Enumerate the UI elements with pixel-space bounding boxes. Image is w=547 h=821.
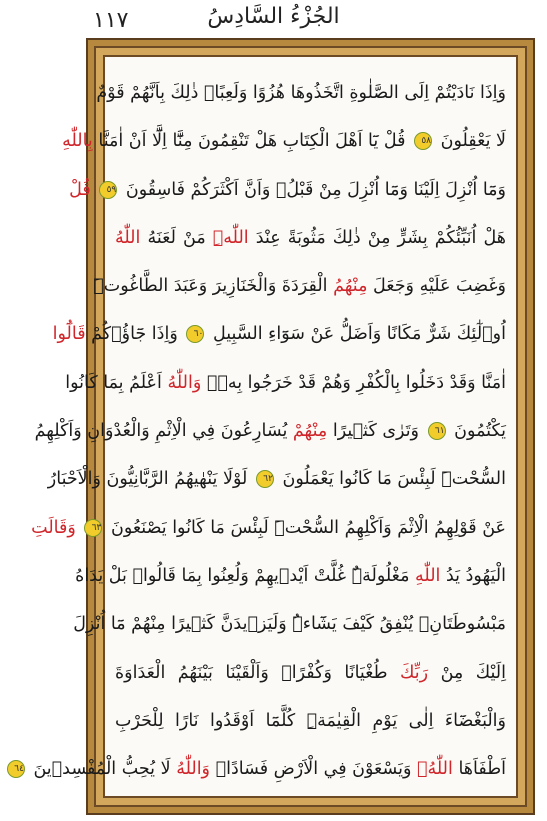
verse-line [115, 214, 506, 262]
divine-name-highlight: مِنْهُمْ [292, 421, 328, 442]
frame-ornament [14, 46, 527, 807]
divine-name-highlight: وَاللّٰهُ [176, 759, 211, 780]
verse-line [47, 455, 506, 503]
verse-text: لَوْلَا يَنْهٰيهُمُ الرَّبَّانِيُّونَ وَالْاَحْبَارُ [47, 469, 248, 490]
verse-line [73, 600, 506, 648]
verse-text: اِلَيْكَ مِنْ [440, 662, 506, 683]
divine-name-highlight: رَبِّكَ [400, 662, 429, 683]
verse-text: قُلْ يَٓا اَهْلَ الْكِتَابِ هَلْ تَنْقِمُونَ مِنَّٓا اِلَّٓا اَنْ اٰمَنَّا [98, 131, 406, 152]
verse-text: اَطْفَاَهَا [458, 759, 506, 780]
verse-text: وَيَسْعَوْنَ فِي الْاَرْضِ فَسَادًاۜ [215, 759, 412, 780]
verse-text: لَا يُحِبُّ الْمُفْسِد۪ينَ [33, 759, 171, 780]
verse-text: الْيَهُودُ يَدُ [446, 565, 506, 586]
verse-text: السُّحْتَۜ لَبِئْسَ مَا كَانُوا يَعْمَلُونَ [282, 469, 506, 490]
verse-end-marker: ٦٠ [186, 325, 204, 343]
verse-end-marker: ٦٣ [84, 519, 102, 537]
page-header [0, 0, 547, 40]
verse-text: يُسَارِعُونَ فِي الْاِثْمِ وَالْعُدْوَانِ وَاَكْلِهِمُ [34, 421, 288, 442]
verse-text: عَنْ قَوْلِهِمُ الْاِثْمَ وَاَكْلِهِمُ السُّحْتَۜ لَبِئْسَ مَا كَانُوا يَصْنَعُونَ [110, 517, 506, 538]
juz-title: الجُزْءُ السَّادِسُ [207, 4, 340, 29]
verse-text: يَكْتُمُونَ [454, 421, 506, 442]
verse-line [31, 504, 506, 552]
divine-name-highlight: اللّٰهِۜ [212, 227, 249, 248]
verse-line [115, 697, 506, 745]
verse-text: مَبْسُوطَتَانِۙ يُنْفِقُ كَيْفَ يَشَٓاءُۜ وَلَيَز۪يدَنَّ كَث۪يرًا مِنْهُمْ مَٓا اُنْزِلَ [73, 614, 506, 635]
verse-text-area [14, 69, 506, 786]
verse-text: الْقِرَدَةَ وَالْخَنَازِيرَ وَعَبَدَ الطَّاغُوتَۜ [93, 276, 328, 297]
divine-name-highlight: اللّٰهِ [415, 565, 441, 586]
divine-name-highlight: وَاللّٰهُ [167, 372, 202, 393]
verse-end-marker: ٥٨ [414, 132, 432, 150]
verse-end-marker: ٦٢ [256, 470, 274, 488]
verse-line [115, 649, 506, 697]
verse-text: وَمَٓا اُنْزِلَ اِلَيْنَا وَمَٓا اُنْزِلَ مِنْ قَبْلُۙ وَاَنَّ اَكْثَرَكُمْ فَاسِقُونَ [125, 179, 506, 200]
verse-text: اَعْلَمُ بِمَا كَانُوا [65, 372, 162, 393]
verse-line [34, 407, 506, 455]
verse-text: اٰمَنَّا وَقَدْ دَخَلُوا بِالْكُفْرِ وَهُمْ قَدْ خَرَجُوا بِهٖۜ [206, 372, 506, 393]
verse-end-marker: ٥٩ [99, 181, 117, 199]
verse-end-marker: ٦٤ [7, 760, 25, 778]
verse-text: وَغَضِبَ عَلَيْهِ وَجَعَلَ [373, 276, 506, 297]
verse-end-marker: ٦١ [428, 422, 446, 440]
verse-text: لَا يَعْقِلُونَ [440, 131, 506, 152]
page-number: ١١٧ [93, 8, 129, 33]
verse-line [69, 166, 506, 214]
verse-line [14, 745, 506, 793]
verse-line [96, 69, 506, 117]
verse-text: هَلْ اُنَبِّئُكُمْ بِشَرٍّ مِنْ ذٰلِكَ مَثُوبَةً عِنْدَ [255, 227, 506, 248]
divine-name-highlight: قُلْ [69, 179, 91, 200]
text-page [14, 55, 518, 798]
page-frame [14, 38, 535, 815]
verse-text: اُو۬لٰٓئِكَ شَرٌّ مَكَانًا وَاَضَلُّ عَنْ سَوَٓاءِ السَّبِيلِ [212, 324, 506, 345]
verse-line [52, 310, 506, 358]
verse-text: مَنْ لَعَنَهُ [147, 227, 206, 248]
verse-line [75, 552, 506, 600]
divine-name-highlight: اللّٰهُ [115, 227, 141, 248]
verse-text: مَغْلُولَةٌۜ غُلَّتْ اَيْد۪يهِمْ وَلُعِنُوا بِمَا قَالُواۢ بَلْ يَدَاهُ [75, 565, 410, 586]
divine-name-highlight: مِنْهُمُ [333, 276, 368, 297]
divine-name-highlight: قَالُٓوا [52, 324, 86, 345]
verse-text: وَاِذَا جَٓاؤُ۫كُمْ [91, 324, 178, 345]
divine-name-highlight: اللّٰهُۙ [417, 759, 453, 780]
verse-text: وَاِذَا نَادَيْتُمْ اِلَى الصَّلٰوةِ اتَّخَذُوهَا هُزُوًا وَلَعِبًاۜ ذٰلِكَ بِاَنَّهُمْ قَوْمٌ [96, 83, 506, 103]
verse-line [65, 359, 506, 407]
divine-name-highlight: بِاللّٰهِ [62, 131, 93, 152]
verse-text: وَالْبَغْضَٓاءَ اِلٰى يَوْمِ الْقِيٰمَةِۜ كُلَّمَٓا اَوْقَدُوا نَارًا لِلْحَرْبِ [115, 710, 506, 731]
verse-text: وَتَرٰى كَث۪يرًا [332, 421, 420, 442]
verse-text: طُغْيَانًا وَكُفْرًاۜ وَاَلْقَيْنَا بَيْنَهُمُ الْعَدَاوَةَ [115, 662, 388, 683]
verse-line [62, 117, 506, 165]
verse-line [93, 262, 506, 310]
divine-name-highlight: وَقَالَتِ [31, 517, 76, 538]
